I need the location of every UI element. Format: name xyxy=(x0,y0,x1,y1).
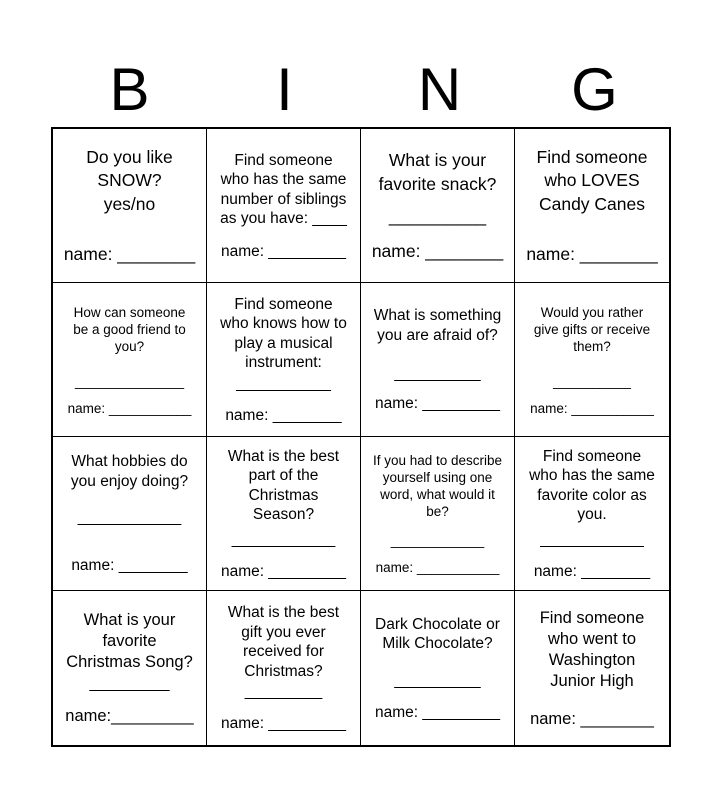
cell-answer-line: _________ xyxy=(89,675,170,692)
cell-question: Find someone who has the same number of siblings as you have: ____ xyxy=(220,151,347,227)
cell-question: If you had to describe yourself using one word, what would it be? xyxy=(372,453,503,519)
cell-question: Find someone who LOVES Candy Canes xyxy=(536,146,648,214)
bingo-cell[interactable] xyxy=(53,283,207,437)
bingo-cell[interactable] xyxy=(53,129,207,283)
bingo-cell[interactable] xyxy=(207,591,361,745)
cell-name-field: name: _________ xyxy=(221,715,346,732)
cell-name-field: name: _________ xyxy=(221,242,346,260)
cell-name-field: name: ________ xyxy=(526,244,658,265)
cell-name-field: name: ___________ xyxy=(67,400,192,416)
bingo-cell[interactable] xyxy=(361,129,515,283)
cell-name-field: name: ___________ xyxy=(375,560,500,575)
cell-question: Would you rather give gifts or receive them? xyxy=(533,304,651,354)
cell-name-field: name: ________ xyxy=(63,244,196,265)
cell-answer-line: ____________ xyxy=(77,509,182,526)
cell-name-field: name: ________ xyxy=(530,709,654,728)
cell-name-field: name: ________ xyxy=(371,241,504,261)
bingo-cell[interactable] xyxy=(53,591,207,745)
cell-question: What is your favorite Christmas Song? xyxy=(66,611,193,671)
cell-answer-line: __________ xyxy=(388,206,487,226)
header-letter-b: B xyxy=(109,56,150,123)
header-letter-n: N xyxy=(417,56,462,123)
cell-name-field: name: _________ xyxy=(375,395,500,412)
cell-answer-line: __________ xyxy=(394,365,481,382)
cell-question: What hobbies do you enjoy doing? xyxy=(70,453,189,490)
cell-name-field: name: ________ xyxy=(533,562,651,580)
cell-question: What is your favorite snack? xyxy=(378,150,497,194)
bingo-cell[interactable] xyxy=(515,591,669,745)
cell-question: What is something you are afraid of? xyxy=(373,307,502,344)
cell-answer-line: ____________ xyxy=(231,530,336,548)
bingo-cell[interactable] xyxy=(361,591,515,745)
bingo-cell[interactable] xyxy=(207,283,361,437)
header-letter-g: G xyxy=(571,56,618,123)
bingo-cell[interactable] xyxy=(515,437,669,591)
bingo-cell[interactable] xyxy=(361,283,515,437)
cell-question: Find someone who has the same favorite color as you. xyxy=(529,447,655,523)
cell-answer-line: ____________ xyxy=(540,530,644,548)
cell-name-field: name:_________ xyxy=(65,707,194,725)
cell-answer-line: ___________ xyxy=(236,374,331,392)
cell-answer-line: __________ xyxy=(394,671,481,689)
cell-name-field: name: ________ xyxy=(225,406,342,424)
bingo-cell[interactable] xyxy=(515,283,669,437)
cell-question: Do you like SNOW? yes/no xyxy=(86,146,173,214)
cell-name-field: name: _________ xyxy=(221,562,346,580)
cell-question: What is the best part of the Christmas Season? xyxy=(227,447,340,523)
cell-question: Dark Chocolate or Milk Chocolate? xyxy=(375,615,500,652)
cell-answer-line: __________ xyxy=(553,372,631,389)
bingo-cell[interactable] xyxy=(207,129,361,283)
bingo-cell[interactable] xyxy=(207,437,361,591)
cell-question: Find someone who knows how to play a musical instrument: xyxy=(220,295,347,371)
bingo-header xyxy=(52,52,672,128)
cell-answer-line: _________ xyxy=(244,683,323,700)
cell-name-field: name: ___________ xyxy=(530,400,654,416)
cell-question: What is the best gift you ever received for Christmas? xyxy=(227,604,340,680)
bingo-cell[interactable] xyxy=(515,129,669,283)
cell-question: Find someone who went to Washington Junior High xyxy=(539,608,645,690)
header-letter-i: I xyxy=(276,56,293,123)
bingo-card-grid xyxy=(51,127,671,747)
bingo-cell[interactable] xyxy=(53,437,207,591)
cell-answer-line: ______________ xyxy=(74,372,184,389)
bingo-cell[interactable] xyxy=(361,437,515,591)
cell-question: How can someone be a good friend to you? xyxy=(73,304,186,354)
cell-name-field: name: ________ xyxy=(71,557,188,574)
cell-answer-line: ____________ xyxy=(390,532,485,548)
cell-name-field: name: _________ xyxy=(375,703,500,721)
